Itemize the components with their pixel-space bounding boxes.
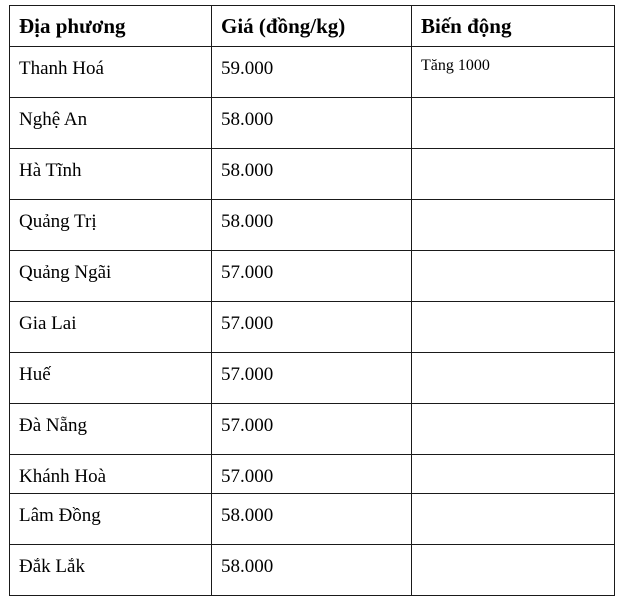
change-cell (412, 404, 615, 455)
table-row (10, 302, 615, 353)
table-row (10, 545, 615, 596)
region-cell: Hà Tĩnh (10, 149, 212, 200)
table-header-row (10, 6, 615, 47)
header-region: Địa phương (10, 6, 212, 47)
change-cell (412, 200, 615, 251)
region-cell: Quảng Ngãi (10, 251, 212, 302)
price-cell: 57.000 (212, 353, 412, 404)
region-cell: Đắk Lắk (10, 545, 212, 596)
table-row (10, 353, 615, 404)
region-cell: Khánh Hoà (10, 455, 212, 494)
price-cell: 57.000 (212, 455, 412, 494)
table-row (10, 200, 615, 251)
table-row (10, 98, 615, 149)
region-cell: Thanh Hoá (10, 47, 212, 98)
change-cell (412, 455, 615, 494)
header-change: Biến động (412, 6, 615, 47)
table-row (10, 251, 615, 302)
region-cell: Đà Nẵng (10, 404, 212, 455)
table-row (10, 404, 615, 455)
price-cell: 58.000 (212, 545, 412, 596)
change-cell (412, 149, 615, 200)
header-price: Giá (đồng/kg) (212, 6, 412, 47)
change-cell (412, 494, 615, 545)
table-row (10, 47, 615, 98)
change-cell (412, 302, 615, 353)
price-cell: 59.000 (212, 47, 412, 98)
region-cell: Quảng Trị (10, 200, 212, 251)
change-cell (412, 251, 615, 302)
table-row (10, 455, 615, 494)
change-cell (412, 98, 615, 149)
price-cell: 57.000 (212, 404, 412, 455)
price-cell: 58.000 (212, 494, 412, 545)
region-cell: Lâm Đồng (10, 494, 212, 545)
region-cell: Nghệ An (10, 98, 212, 149)
price-cell: 58.000 (212, 149, 412, 200)
region-cell: Gia Lai (10, 302, 212, 353)
table-row (10, 149, 615, 200)
price-cell: 58.000 (212, 98, 412, 149)
table-row (10, 494, 615, 545)
price-table (9, 5, 615, 596)
change-cell (412, 353, 615, 404)
price-cell: 58.000 (212, 200, 412, 251)
change-cell: Tăng 1000 (412, 47, 615, 98)
region-cell: Huế (10, 353, 212, 404)
price-cell: 57.000 (212, 302, 412, 353)
price-cell: 57.000 (212, 251, 412, 302)
change-cell (412, 545, 615, 596)
